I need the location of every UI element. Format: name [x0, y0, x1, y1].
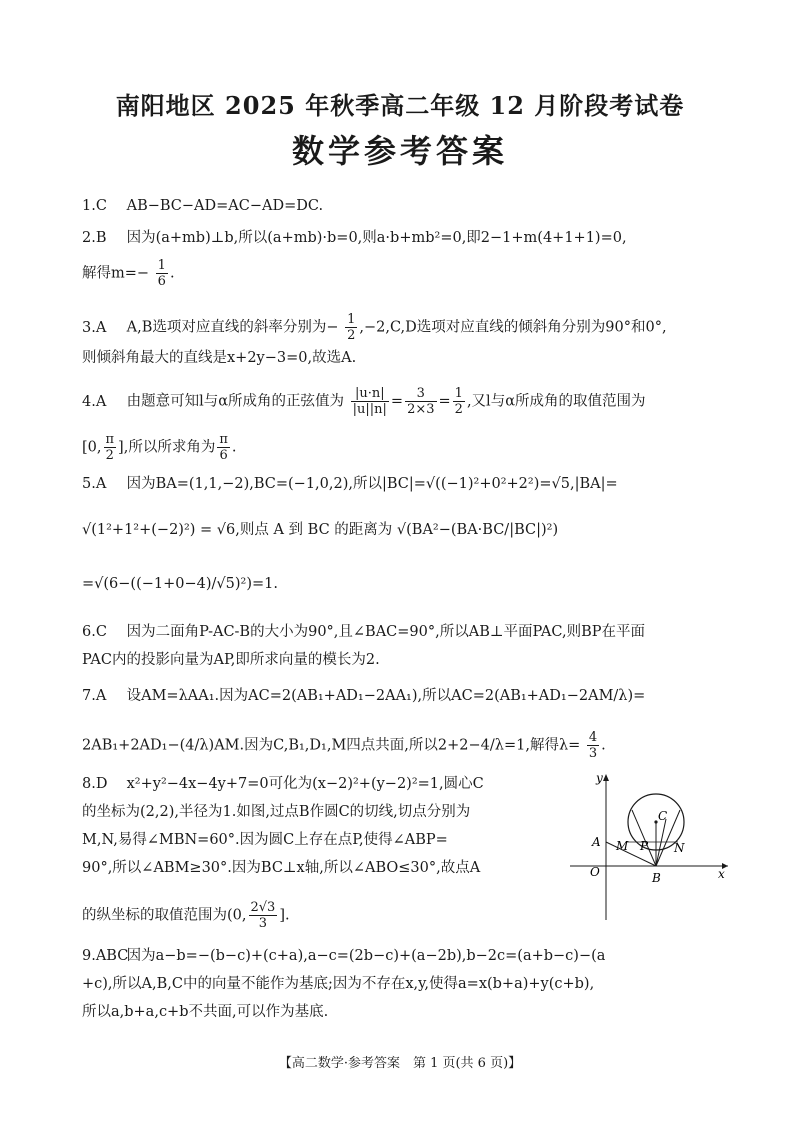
q8-figure [560, 770, 730, 922]
answer-num: 8.D [82, 776, 108, 792]
answer-num: 6.C [82, 624, 107, 640]
answer-1 [82, 196, 323, 216]
fraction: $\frac{\pi}{6}$ [219, 432, 228, 463]
answer-5 [82, 474, 618, 494]
answer-7 [82, 686, 645, 706]
answer-text: =√(6−((−1+0−4)/√5)²)=1. [82, 576, 278, 592]
page-footer: 【高二数学·参考答案 第 1 页(共 6 页)】 [278, 1056, 522, 1071]
fraction: $\frac{1}{2}$ [347, 312, 356, 343]
label-p: P [640, 839, 649, 853]
fraction: $\frac{2√3}{3}$ [250, 900, 276, 931]
fraction: $\frac{|u\cdot n|}{|u||n|}$ [352, 386, 387, 417]
answer-num: 9.ABC [82, 948, 129, 964]
answer-9 [82, 946, 605, 966]
answer-text: 90°,所以∠ABM≥30°.因为BC⊥x轴,所以∠ABO≤30°,故点A [82, 860, 481, 876]
answer-text: 设AM=λAA₁.因为AC=2(AB₁+AD₁−2AA₁),所以AC=2(AB₁+AD₁−2AM/λ)= [126, 688, 646, 704]
fraction: $\frac{\pi}{2}$ [105, 432, 115, 463]
answer-num: 3.A [82, 319, 107, 336]
label-m: M [616, 839, 629, 853]
answer-4: 4.A 由题意可知l与α所成角的正弦值为 $\frac{|u\cdot n|}{|u||n|}$ = $\frac{3}{2\times 3}$ = $\frac{1}{2}$ ,又l与α所成角的取值范围为 [82, 386, 646, 417]
answer-8 [82, 774, 484, 794]
answer-6-line2 [82, 650, 380, 670]
answer-text: 因为(a+mb)⊥b,所以(a+mb)·b=0,则a·b+mb²=0,即2−1+m(4+1+1)=0, [126, 230, 627, 246]
answer-text: √(1²+1²+(−2)²) = √6,则点 A 到 BC 的距离为 √(BA²−(BA·BC/|BC|)²) [82, 522, 559, 538]
answer-4-line2: [0, $\frac{\pi}{2}$ ],所以所求角为 $\frac{\pi}{6}$ . [82, 432, 237, 463]
answer-9-line2 [82, 974, 594, 994]
answer-8-line2 [82, 802, 470, 822]
answer-text: 由题意可知l与α所成角的正弦值为 [126, 393, 345, 410]
answer-num: 2.B [82, 230, 107, 246]
label-o: O [590, 865, 600, 879]
label-a: A [592, 835, 601, 849]
answer-text: 因为二面角P-AC-B的大小为90°,且∠BAC=90°,所以AB⊥平面PAC,则BP在平面 [126, 624, 645, 640]
label-b: B [652, 871, 661, 885]
answer-8-line4 [82, 858, 480, 878]
fraction: $\frac{1}{2}$ [454, 386, 463, 417]
answer-text: +c),所以A,B,C中的向量不能作为基底;因为不存在x,y,使得a=x(b+a)+y(c+b), [82, 976, 595, 992]
answer-text: A,B选项对应直线的斜率分别为− [126, 319, 339, 336]
answer-num: 4.A [82, 393, 107, 410]
page-subtitle: 数学参考答案 [291, 132, 508, 170]
answer-text: 则倾斜角最大的直线是x+2y−3=0,故选A. [82, 350, 357, 366]
answer-text: AB−BC−AD=AC−AD=DC. [126, 198, 324, 214]
page-title: 南阳地区 2025 年秋季高二年级 12 月阶段考试卷 [115, 91, 685, 120]
answer-text: 解得m=− [82, 265, 150, 282]
label-x: x [718, 867, 725, 881]
answer-num: 1.C [82, 198, 107, 214]
answer-7-line2: 2AB₁+2AD₁−(4/λ)AM.因为C,B₁,D₁,M四点共面,所以2+2−4/λ=1,解得λ= $\frac{4}{3}$ . [82, 730, 606, 761]
answer-text: 因为a−b=−(b−c)+(c+a),a−c=(2b−c)+(a−2b),b−2c=(a+b−c)−(a [126, 948, 606, 964]
answer-text: x²+y²−4x−4y+7=0可化为(x−2)²+(y−2)²=1,圆心C [126, 776, 484, 792]
answer-9-line3 [82, 1002, 328, 1022]
answer-3 [82, 312, 667, 343]
answer-8-line3 [82, 830, 448, 850]
label-n: N [674, 841, 685, 855]
answer-text: M,N,易得∠MBN=60°.因为圆C上存在点P,使得∠ABP= [82, 832, 448, 848]
answer-8-line5: 的纵坐标的取值范围为(0, $\frac{2√3}{3}$ ]. [82, 900, 290, 931]
answer-6 [82, 622, 645, 642]
fraction: $\frac{1}{6}$ [157, 258, 166, 289]
answer-2 [82, 228, 627, 248]
answer-num: 5.A [82, 476, 107, 492]
answer-text: ,−2,C,D选项对应直线的倾斜角分别为90°和0°, [359, 319, 667, 336]
answer-text: PAC内的投影向量为AP,即所求向量的模长为2. [82, 652, 380, 668]
answer-text: 因为BA=(1,1,−2),BC=(−1,0,2),所以|BC|=√((−1)²+0²+2²)=√5,|BA|= [126, 476, 618, 492]
answer-2-line2: 解得m=− $\frac{1}{6}$ . [82, 258, 175, 289]
answer-text: 所以a,b+a,c+b不共面,可以作为基底. [82, 1004, 329, 1020]
answer-3-line2 [82, 348, 356, 368]
label-y: y [596, 771, 603, 785]
label-c: C [658, 809, 668, 823]
answer-text: 的坐标为(2,2),半径为1.如图,过点B作圆C的切线,切点分别为 [82, 804, 471, 820]
answer-text: ,又l与α所成角的取值范围为 [466, 393, 646, 410]
fraction: $\frac{3}{2\times 3}$ [407, 386, 435, 417]
answer-num: 7.A [82, 688, 107, 704]
answer-5-line2 [82, 520, 558, 540]
answer-text: 2AB₁+2AD₁−(4/λ)AM.因为C,B₁,D₁,M四点共面,所以2+2−4/λ=1,解得λ= [82, 737, 581, 754]
answer-5-line3 [82, 574, 278, 594]
fraction: $\frac{4}{3}$ [588, 730, 598, 761]
